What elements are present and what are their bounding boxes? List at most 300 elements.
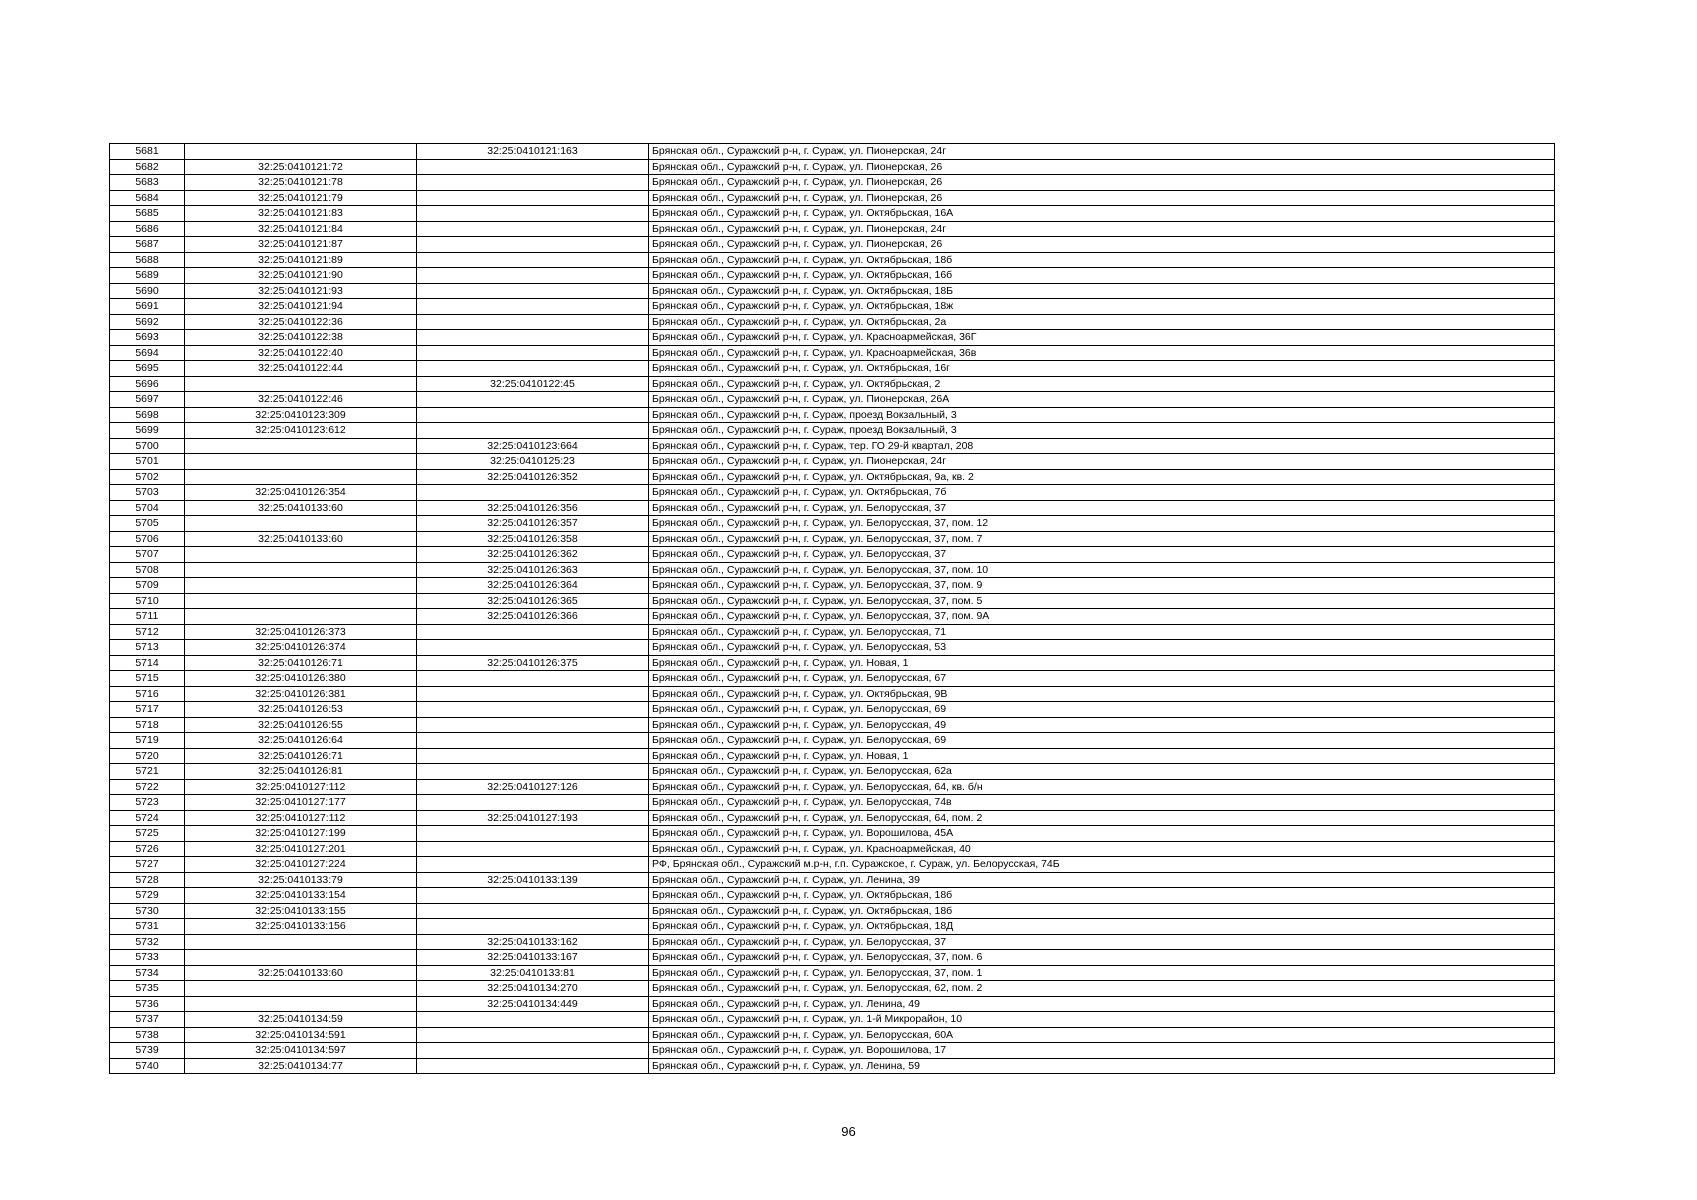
table-row <box>110 1027 1555 1043</box>
row-number-cell: 5737 <box>110 1012 185 1028</box>
table-row <box>110 671 1555 687</box>
address-cell: Брянская обл., Суражский р-н, г. Сураж, ул. Октябрьская, 2 <box>649 376 1555 392</box>
table-row <box>110 268 1555 284</box>
address-cell: Брянская обл., Суражский р-н, г. Сураж, ул. Белорусская, 69 <box>649 702 1555 718</box>
page-number: 96 <box>841 1124 856 1139</box>
row-number-cell: 5712 <box>110 624 185 640</box>
row-number-cell: 5708 <box>110 562 185 578</box>
row-number-cell: 5695 <box>110 361 185 377</box>
table-row <box>110 330 1555 346</box>
table-row <box>110 702 1555 718</box>
row-number-cell: 5731 <box>110 919 185 935</box>
related-cadastral-number-cell: 32:25:0410123:664 <box>417 438 649 454</box>
table-row <box>110 748 1555 764</box>
address-cell: Брянская обл., Суражский р-н, г. Сураж, ул. Белорусская, 53 <box>649 640 1555 656</box>
cadastral-number-cell: 32:25:0410126:71 <box>185 655 417 671</box>
row-number-cell: 5681 <box>110 144 185 160</box>
row-number-cell: 5716 <box>110 686 185 702</box>
row-number-cell: 5702 <box>110 469 185 485</box>
table-row <box>110 299 1555 315</box>
related-cadastral-number-cell: 32:25:0410126:375 <box>417 655 649 671</box>
related-cadastral-number-cell <box>417 686 649 702</box>
address-cell: Брянская обл., Суражский р-н, г. Сураж, ул. Белорусская, 64, кв. б/н <box>649 779 1555 795</box>
address-cell: Брянская обл., Суражский р-н, г. Сураж, ул. Пионерская, 26 <box>649 175 1555 191</box>
address-cell: Брянская обл., Суражский р-н, г. Сураж, ул. Октябрьская, 16г <box>649 361 1555 377</box>
table-row <box>110 392 1555 408</box>
address-cell: Брянская обл., Суражский р-н, г. Сураж, ул. Ворошилова, 45А <box>649 826 1555 842</box>
related-cadastral-number-cell <box>417 206 649 222</box>
cadastral-number-cell: 32:25:0410127:199 <box>185 826 417 842</box>
related-cadastral-number-cell: 32:25:0410134:270 <box>417 981 649 997</box>
row-number-cell: 5723 <box>110 795 185 811</box>
row-number-cell: 5714 <box>110 655 185 671</box>
address-cell: Брянская обл., Суражский р-н, г. Сураж, ул. Пионерская, 26 <box>649 159 1555 175</box>
row-number-cell: 5729 <box>110 888 185 904</box>
related-cadastral-number-cell <box>417 841 649 857</box>
related-cadastral-number-cell <box>417 175 649 191</box>
related-cadastral-number-cell <box>417 252 649 268</box>
cadastral-number-cell <box>185 950 417 966</box>
row-number-cell: 5733 <box>110 950 185 966</box>
address-cell: Брянская обл., Суражский р-н, г. Сураж, ул. Октябрьская, 9В <box>649 686 1555 702</box>
cadastral-number-cell: 32:25:0410126:374 <box>185 640 417 656</box>
cadastral-number-cell: 32:25:0410126:381 <box>185 686 417 702</box>
address-cell: Брянская обл., Суражский р-н, г. Сураж, ул. Белорусская, 37, пом. 1 <box>649 965 1555 981</box>
row-number-cell: 5710 <box>110 593 185 609</box>
related-cadastral-number-cell <box>417 485 649 501</box>
address-cell: Брянская обл., Суражский р-н, г. Сураж, проезд Вокзальный, 3 <box>649 407 1555 423</box>
related-cadastral-number-cell <box>417 314 649 330</box>
row-number-cell: 5715 <box>110 671 185 687</box>
table-row <box>110 283 1555 299</box>
cadastral-number-cell: 32:25:0410134:591 <box>185 1027 417 1043</box>
row-number-cell: 5682 <box>110 159 185 175</box>
table-row <box>110 826 1555 842</box>
cadastral-number-cell: 32:25:0410121:87 <box>185 237 417 253</box>
cadastral-number-cell <box>185 144 417 160</box>
address-cell: Брянская обл., Суражский р-н, г. Сураж, ул. Ленина, 39 <box>649 872 1555 888</box>
related-cadastral-number-cell: 32:25:0410126:362 <box>417 547 649 563</box>
related-cadastral-number-cell <box>417 671 649 687</box>
cadastral-number-cell: 32:25:0410133:155 <box>185 903 417 919</box>
table-row <box>110 361 1555 377</box>
table-row <box>110 206 1555 222</box>
related-cadastral-number-cell <box>417 190 649 206</box>
address-cell: Брянская обл., Суражский р-н, г. Сураж, ул. Белорусская, 49 <box>649 717 1555 733</box>
address-cell: Брянская обл., Суражский р-н, г. Сураж, ул. Октябрьская, 16А <box>649 206 1555 222</box>
address-cell: Брянская обл., Суражский р-н, г. Сураж, ул. Красноармейская, 36в <box>649 345 1555 361</box>
address-cell: Брянская обл., Суражский р-н, г. Сураж, ул. Новая, 1 <box>649 655 1555 671</box>
cadastral-number-cell: 32:25:0410127:177 <box>185 795 417 811</box>
address-cell: Брянская обл., Суражский р-н, г. Сураж, ул. Октябрьская, 16б <box>649 268 1555 284</box>
address-cell: Брянская обл., Суражский р-н, г. Сураж, ул. Октябрьская, 18ж <box>649 299 1555 315</box>
cadastral-number-cell: 32:25:0410126:354 <box>185 485 417 501</box>
related-cadastral-number-cell <box>417 237 649 253</box>
address-cell: Брянская обл., Суражский р-н, г. Сураж, ул. Новая, 1 <box>649 748 1555 764</box>
related-cadastral-number-cell <box>417 345 649 361</box>
row-number-cell: 5713 <box>110 640 185 656</box>
cadastral-number-cell <box>185 996 417 1012</box>
row-number-cell: 5726 <box>110 841 185 857</box>
cadastral-number-cell: 32:25:0410133:156 <box>185 919 417 935</box>
table-row <box>110 717 1555 733</box>
row-number-cell: 5730 <box>110 903 185 919</box>
row-number-cell: 5689 <box>110 268 185 284</box>
cadastral-number-cell <box>185 562 417 578</box>
address-cell: Брянская обл., Суражский р-н, г. Сураж, ул. Белорусская, 37, пом. 7 <box>649 531 1555 547</box>
table-row <box>110 795 1555 811</box>
row-number-cell: 5728 <box>110 872 185 888</box>
row-number-cell: 5727 <box>110 857 185 873</box>
cadastral-number-cell <box>185 578 417 594</box>
address-cell: Брянская обл., Суражский р-н, г. Сураж, ул. Ленина, 49 <box>649 996 1555 1012</box>
related-cadastral-number-cell: 32:25:0410127:126 <box>417 779 649 795</box>
cadastral-number-cell: 32:25:0410127:224 <box>185 857 417 873</box>
cadastral-number-cell: 32:25:0410126:71 <box>185 748 417 764</box>
table-row <box>110 903 1555 919</box>
row-number-cell: 5683 <box>110 175 185 191</box>
related-cadastral-number-cell <box>417 1058 649 1074</box>
related-cadastral-number-cell <box>417 640 649 656</box>
related-cadastral-number-cell <box>417 764 649 780</box>
related-cadastral-number-cell <box>417 283 649 299</box>
row-number-cell: 5704 <box>110 500 185 516</box>
related-cadastral-number-cell <box>417 1043 649 1059</box>
table-row <box>110 500 1555 516</box>
table-row <box>110 779 1555 795</box>
table-row <box>110 547 1555 563</box>
cadastral-number-cell: 32:25:0410121:78 <box>185 175 417 191</box>
table-row <box>110 624 1555 640</box>
table-row <box>110 175 1555 191</box>
cadastral-number-cell: 32:25:0410123:612 <box>185 423 417 439</box>
row-number-cell: 5705 <box>110 516 185 532</box>
row-number-cell: 5739 <box>110 1043 185 1059</box>
related-cadastral-number-cell <box>417 748 649 764</box>
related-cadastral-number-cell: 32:25:0410126:364 <box>417 578 649 594</box>
row-number-cell: 5703 <box>110 485 185 501</box>
table-row <box>110 438 1555 454</box>
row-number-cell: 5706 <box>110 531 185 547</box>
cadastral-number-cell <box>185 469 417 485</box>
table-row <box>110 764 1555 780</box>
cadastral-number-cell: 32:25:0410134:597 <box>185 1043 417 1059</box>
table-row <box>110 857 1555 873</box>
table-row <box>110 965 1555 981</box>
related-cadastral-number-cell: 32:25:0410126:358 <box>417 531 649 547</box>
cadastral-number-cell: 32:25:0410122:44 <box>185 361 417 377</box>
cadastral-number-cell: 32:25:0410133:60 <box>185 531 417 547</box>
cadastral-number-cell: 32:25:0410122:46 <box>185 392 417 408</box>
related-cadastral-number-cell <box>417 1012 649 1028</box>
cadastral-number-cell <box>185 934 417 950</box>
cadastral-number-cell: 32:25:0410121:79 <box>185 190 417 206</box>
cadastral-number-cell <box>185 981 417 997</box>
table-row <box>110 872 1555 888</box>
cadastral-number-cell <box>185 438 417 454</box>
table-row <box>110 221 1555 237</box>
table-row <box>110 950 1555 966</box>
cadastral-number-cell <box>185 454 417 470</box>
row-number-cell: 5693 <box>110 330 185 346</box>
related-cadastral-number-cell: 32:25:0410125:23 <box>417 454 649 470</box>
table-row <box>110 640 1555 656</box>
row-number-cell: 5711 <box>110 609 185 625</box>
cadastral-number-cell: 32:25:0410122:38 <box>185 330 417 346</box>
cadastral-number-cell: 32:25:0410134:59 <box>185 1012 417 1028</box>
row-number-cell: 5694 <box>110 345 185 361</box>
row-number-cell: 5699 <box>110 423 185 439</box>
related-cadastral-number-cell <box>417 903 649 919</box>
address-cell: Брянская обл., Суражский р-н, г. Сураж, ул. Ворошилова, 17 <box>649 1043 1555 1059</box>
cadastral-number-cell: 32:25:0410126:81 <box>185 764 417 780</box>
address-cell: Брянская обл., Суражский р-н, г. Сураж, ул. Октябрьская, 18Д <box>649 919 1555 935</box>
cadastral-number-cell: 32:25:0410133:79 <box>185 872 417 888</box>
table-row <box>110 934 1555 950</box>
row-number-cell: 5690 <box>110 283 185 299</box>
related-cadastral-number-cell <box>417 1027 649 1043</box>
related-cadastral-number-cell <box>417 268 649 284</box>
row-number-cell: 5738 <box>110 1027 185 1043</box>
related-cadastral-number-cell: 32:25:0410133:167 <box>417 950 649 966</box>
table-row <box>110 1012 1555 1028</box>
related-cadastral-number-cell: 32:25:0410133:162 <box>417 934 649 950</box>
cadastral-number-cell: 32:25:0410127:201 <box>185 841 417 857</box>
table-row <box>110 376 1555 392</box>
cadastral-number-cell <box>185 547 417 563</box>
address-cell: Брянская обл., Суражский р-н, г. Сураж, ул. Октябрьская, 18б <box>649 252 1555 268</box>
address-cell: Брянская обл., Суражский р-н, г. Сураж, ул. Октябрьская, 18б <box>649 903 1555 919</box>
table-body <box>110 144 1555 1074</box>
row-number-cell: 5736 <box>110 996 185 1012</box>
row-number-cell: 5701 <box>110 454 185 470</box>
address-cell: Брянская обл., Суражский р-н, г. Сураж, ул. Пионерская, 26 <box>649 190 1555 206</box>
cadastral-number-cell: 32:25:0410121:90 <box>185 268 417 284</box>
related-cadastral-number-cell <box>417 717 649 733</box>
table-row <box>110 733 1555 749</box>
cadastral-number-cell: 32:25:0410123:309 <box>185 407 417 423</box>
table-row <box>110 609 1555 625</box>
address-cell: Брянская обл., Суражский р-н, г. Сураж, тер. ГО 29-й квартал, 208 <box>649 438 1555 454</box>
row-number-cell: 5696 <box>110 376 185 392</box>
cadastral-number-cell: 32:25:0410126:373 <box>185 624 417 640</box>
row-number-cell: 5722 <box>110 779 185 795</box>
row-number-cell: 5686 <box>110 221 185 237</box>
row-number-cell: 5724 <box>110 810 185 826</box>
row-number-cell: 5684 <box>110 190 185 206</box>
address-cell: Брянская обл., Суражский р-н, г. Сураж, ул. Ленина, 59 <box>649 1058 1555 1074</box>
address-cell: Брянская обл., Суражский р-н, г. Сураж, ул. Белорусская, 60А <box>649 1027 1555 1043</box>
related-cadastral-number-cell <box>417 330 649 346</box>
table-row <box>110 469 1555 485</box>
cadastral-number-cell: 32:25:0410127:112 <box>185 810 417 826</box>
row-number-cell: 5685 <box>110 206 185 222</box>
related-cadastral-number-cell <box>417 702 649 718</box>
row-number-cell: 5707 <box>110 547 185 563</box>
table-row <box>110 810 1555 826</box>
related-cadastral-number-cell <box>417 361 649 377</box>
cadastral-number-cell: 32:25:0410121:72 <box>185 159 417 175</box>
address-cell: Брянская обл., Суражский р-н, г. Сураж, ул. Пионерская, 26 <box>649 237 1555 253</box>
address-cell: Брянская обл., Суражский р-н, г. Сураж, ул. 1-й Микрорайон, 10 <box>649 1012 1555 1028</box>
row-number-cell: 5697 <box>110 392 185 408</box>
related-cadastral-number-cell: 32:25:0410126:366 <box>417 609 649 625</box>
row-number-cell: 5692 <box>110 314 185 330</box>
cadastral-number-cell: 32:25:0410126:55 <box>185 717 417 733</box>
table-row <box>110 454 1555 470</box>
table-row <box>110 981 1555 997</box>
address-cell: Брянская обл., Суражский р-н, г. Сураж, ул. Белорусская, 71 <box>649 624 1555 640</box>
related-cadastral-number-cell: 32:25:0410127:193 <box>417 810 649 826</box>
related-cadastral-number-cell: 32:25:0410133:81 <box>417 965 649 981</box>
cadastral-number-cell: 32:25:0410134:77 <box>185 1058 417 1074</box>
related-cadastral-number-cell <box>417 392 649 408</box>
address-cell: Брянская обл., Суражский р-н, г. Сураж, ул. Белорусская, 64, пом. 2 <box>649 810 1555 826</box>
row-number-cell: 5720 <box>110 748 185 764</box>
row-number-cell: 5698 <box>110 407 185 423</box>
cadastral-number-cell <box>185 593 417 609</box>
table-row <box>110 144 1555 160</box>
cadastral-table <box>109 143 1555 1074</box>
address-cell: Брянская обл., Суражский р-н, г. Сураж, ул. Пионерская, 26А <box>649 392 1555 408</box>
address-cell: Брянская обл., Суражский р-н, г. Сураж, ул. Белорусская, 62, пом. 2 <box>649 981 1555 997</box>
address-cell: Брянская обл., Суражский р-н, г. Сураж, ул. Белорусская, 67 <box>649 671 1555 687</box>
table-row <box>110 919 1555 935</box>
row-number-cell: 5709 <box>110 578 185 594</box>
row-number-cell: 5691 <box>110 299 185 315</box>
related-cadastral-number-cell: 32:25:0410126:363 <box>417 562 649 578</box>
table-row <box>110 841 1555 857</box>
row-number-cell: 5719 <box>110 733 185 749</box>
table-row <box>110 237 1555 253</box>
table-row <box>110 531 1555 547</box>
related-cadastral-number-cell: 32:25:0410126:365 <box>417 593 649 609</box>
address-cell: Брянская обл., Суражский р-н, г. Сураж, ул. Белорусская, 62а <box>649 764 1555 780</box>
row-number-cell: 5717 <box>110 702 185 718</box>
table-row <box>110 996 1555 1012</box>
table-row <box>110 423 1555 439</box>
table-row <box>110 345 1555 361</box>
related-cadastral-number-cell: 32:25:0410126:352 <box>417 469 649 485</box>
table-row <box>110 593 1555 609</box>
cadastral-number-cell: 32:25:0410121:84 <box>185 221 417 237</box>
table-row <box>110 314 1555 330</box>
table-row <box>110 1043 1555 1059</box>
address-cell: Брянская обл., Суражский р-н, г. Сураж, ул. Белорусская, 37 <box>649 934 1555 950</box>
address-cell: Брянская обл., Суражский р-н, г. Сураж, ул. Белорусская, 37 <box>649 500 1555 516</box>
cadastral-number-cell <box>185 376 417 392</box>
table-row <box>110 516 1555 532</box>
table-row <box>110 578 1555 594</box>
row-number-cell: 5732 <box>110 934 185 950</box>
address-cell: Брянская обл., Суражский р-н, г. Сураж, ул. Пионерская, 24г <box>649 144 1555 160</box>
address-cell: Брянская обл., Суражский р-н, г. Сураж, ул. Октябрьская, 18б <box>649 888 1555 904</box>
related-cadastral-number-cell: 32:25:0410122:45 <box>417 376 649 392</box>
table-row <box>110 686 1555 702</box>
table-row <box>110 562 1555 578</box>
related-cadastral-number-cell <box>417 826 649 842</box>
cadastral-number-cell: 32:25:0410126:64 <box>185 733 417 749</box>
address-cell: Брянская обл., Суражский р-н, г. Сураж, ул. Белорусская, 37 <box>649 547 1555 563</box>
address-cell: Брянская обл., Суражский р-н, г. Сураж, ул. Красноармейская, 40 <box>649 841 1555 857</box>
related-cadastral-number-cell <box>417 423 649 439</box>
row-number-cell: 5725 <box>110 826 185 842</box>
related-cadastral-number-cell: 32:25:0410133:139 <box>417 872 649 888</box>
related-cadastral-number-cell <box>417 407 649 423</box>
address-cell: РФ, Брянская обл., Суражский м.р-н, г.п. Суражское, г. Сураж, ул. Белорусская, 74Б <box>649 857 1555 873</box>
address-cell: Брянская обл., Суражский р-н, г. Сураж, ул. Октябрьская, 18Б <box>649 283 1555 299</box>
cadastral-number-cell: 32:25:0410126:53 <box>185 702 417 718</box>
table-row <box>110 485 1555 501</box>
address-cell: Брянская обл., Суражский р-н, г. Сураж, ул. Октябрьская, 9а, кв. 2 <box>649 469 1555 485</box>
table-row <box>110 888 1555 904</box>
address-cell: Брянская обл., Суражский р-н, г. Сураж, ул. Октябрьская, 2а <box>649 314 1555 330</box>
cadastral-number-cell: 32:25:0410133:60 <box>185 965 417 981</box>
cadastral-number-cell: 32:25:0410121:83 <box>185 206 417 222</box>
address-cell: Брянская обл., Суражский р-н, г. Сураж, ул. Белорусская, 69 <box>649 733 1555 749</box>
related-cadastral-number-cell <box>417 733 649 749</box>
table-row <box>110 252 1555 268</box>
address-cell: Брянская обл., Суражский р-н, г. Сураж, ул. Красноармейская, 36Г <box>649 330 1555 346</box>
cadastral-number-cell: 32:25:0410121:93 <box>185 283 417 299</box>
table-row <box>110 190 1555 206</box>
row-number-cell: 5735 <box>110 981 185 997</box>
address-cell: Брянская обл., Суражский р-н, г. Сураж, ул. Белорусская, 37, пом. 10 <box>649 562 1555 578</box>
cadastral-number-cell: 32:25:0410122:40 <box>185 345 417 361</box>
address-cell: Брянская обл., Суражский р-н, г. Сураж, ул. Белорусская, 37, пом. 5 <box>649 593 1555 609</box>
address-cell: Брянская обл., Суражский р-н, г. Сураж, ул. Белорусская, 74в <box>649 795 1555 811</box>
related-cadastral-number-cell <box>417 159 649 175</box>
related-cadastral-number-cell <box>417 888 649 904</box>
address-cell: Брянская обл., Суражский р-н, г. Сураж, ул. Белорусская, 37, пом. 9А <box>649 609 1555 625</box>
cadastral-number-cell: 32:25:0410133:60 <box>185 500 417 516</box>
row-number-cell: 5700 <box>110 438 185 454</box>
cadastral-number-cell: 32:25:0410127:112 <box>185 779 417 795</box>
related-cadastral-number-cell <box>417 919 649 935</box>
related-cadastral-number-cell: 32:25:0410126:356 <box>417 500 649 516</box>
address-cell: Брянская обл., Суражский р-н, г. Сураж, ул. Белорусская, 37, пом. 9 <box>649 578 1555 594</box>
row-number-cell: 5740 <box>110 1058 185 1074</box>
cadastral-number-cell: 32:25:0410133:154 <box>185 888 417 904</box>
row-number-cell: 5734 <box>110 965 185 981</box>
cadastral-number-cell: 32:25:0410126:380 <box>185 671 417 687</box>
related-cadastral-number-cell <box>417 795 649 811</box>
related-cadastral-number-cell: 32:25:0410121:163 <box>417 144 649 160</box>
table-row <box>110 655 1555 671</box>
row-number-cell: 5721 <box>110 764 185 780</box>
related-cadastral-number-cell <box>417 857 649 873</box>
cadastral-number-cell: 32:25:0410122:36 <box>185 314 417 330</box>
table-row <box>110 1058 1555 1074</box>
related-cadastral-number-cell <box>417 299 649 315</box>
row-number-cell: 5688 <box>110 252 185 268</box>
address-cell: Брянская обл., Суражский р-н, г. Сураж, ул. Пионерская, 24г <box>649 454 1555 470</box>
address-cell: Брянская обл., Суражский р-н, г. Сураж, ул. Белорусская, 37, пом. 12 <box>649 516 1555 532</box>
address-cell: Брянская обл., Суражский р-н, г. Сураж, ул. Октябрьская, 7б <box>649 485 1555 501</box>
cadastral-number-cell <box>185 609 417 625</box>
row-number-cell: 5718 <box>110 717 185 733</box>
cadastral-number-cell <box>185 516 417 532</box>
table-row <box>110 159 1555 175</box>
related-cadastral-number-cell: 32:25:0410134:449 <box>417 996 649 1012</box>
address-cell: Брянская обл., Суражский р-н, г. Сураж, ул. Пионерская, 24г <box>649 221 1555 237</box>
address-cell: Брянская обл., Суражский р-н, г. Сураж, проезд Вокзальный, 3 <box>649 423 1555 439</box>
related-cadastral-number-cell <box>417 624 649 640</box>
cadastral-number-cell: 32:25:0410121:94 <box>185 299 417 315</box>
related-cadastral-number-cell: 32:25:0410126:357 <box>417 516 649 532</box>
cadastral-number-cell: 32:25:0410121:89 <box>185 252 417 268</box>
row-number-cell: 5687 <box>110 237 185 253</box>
